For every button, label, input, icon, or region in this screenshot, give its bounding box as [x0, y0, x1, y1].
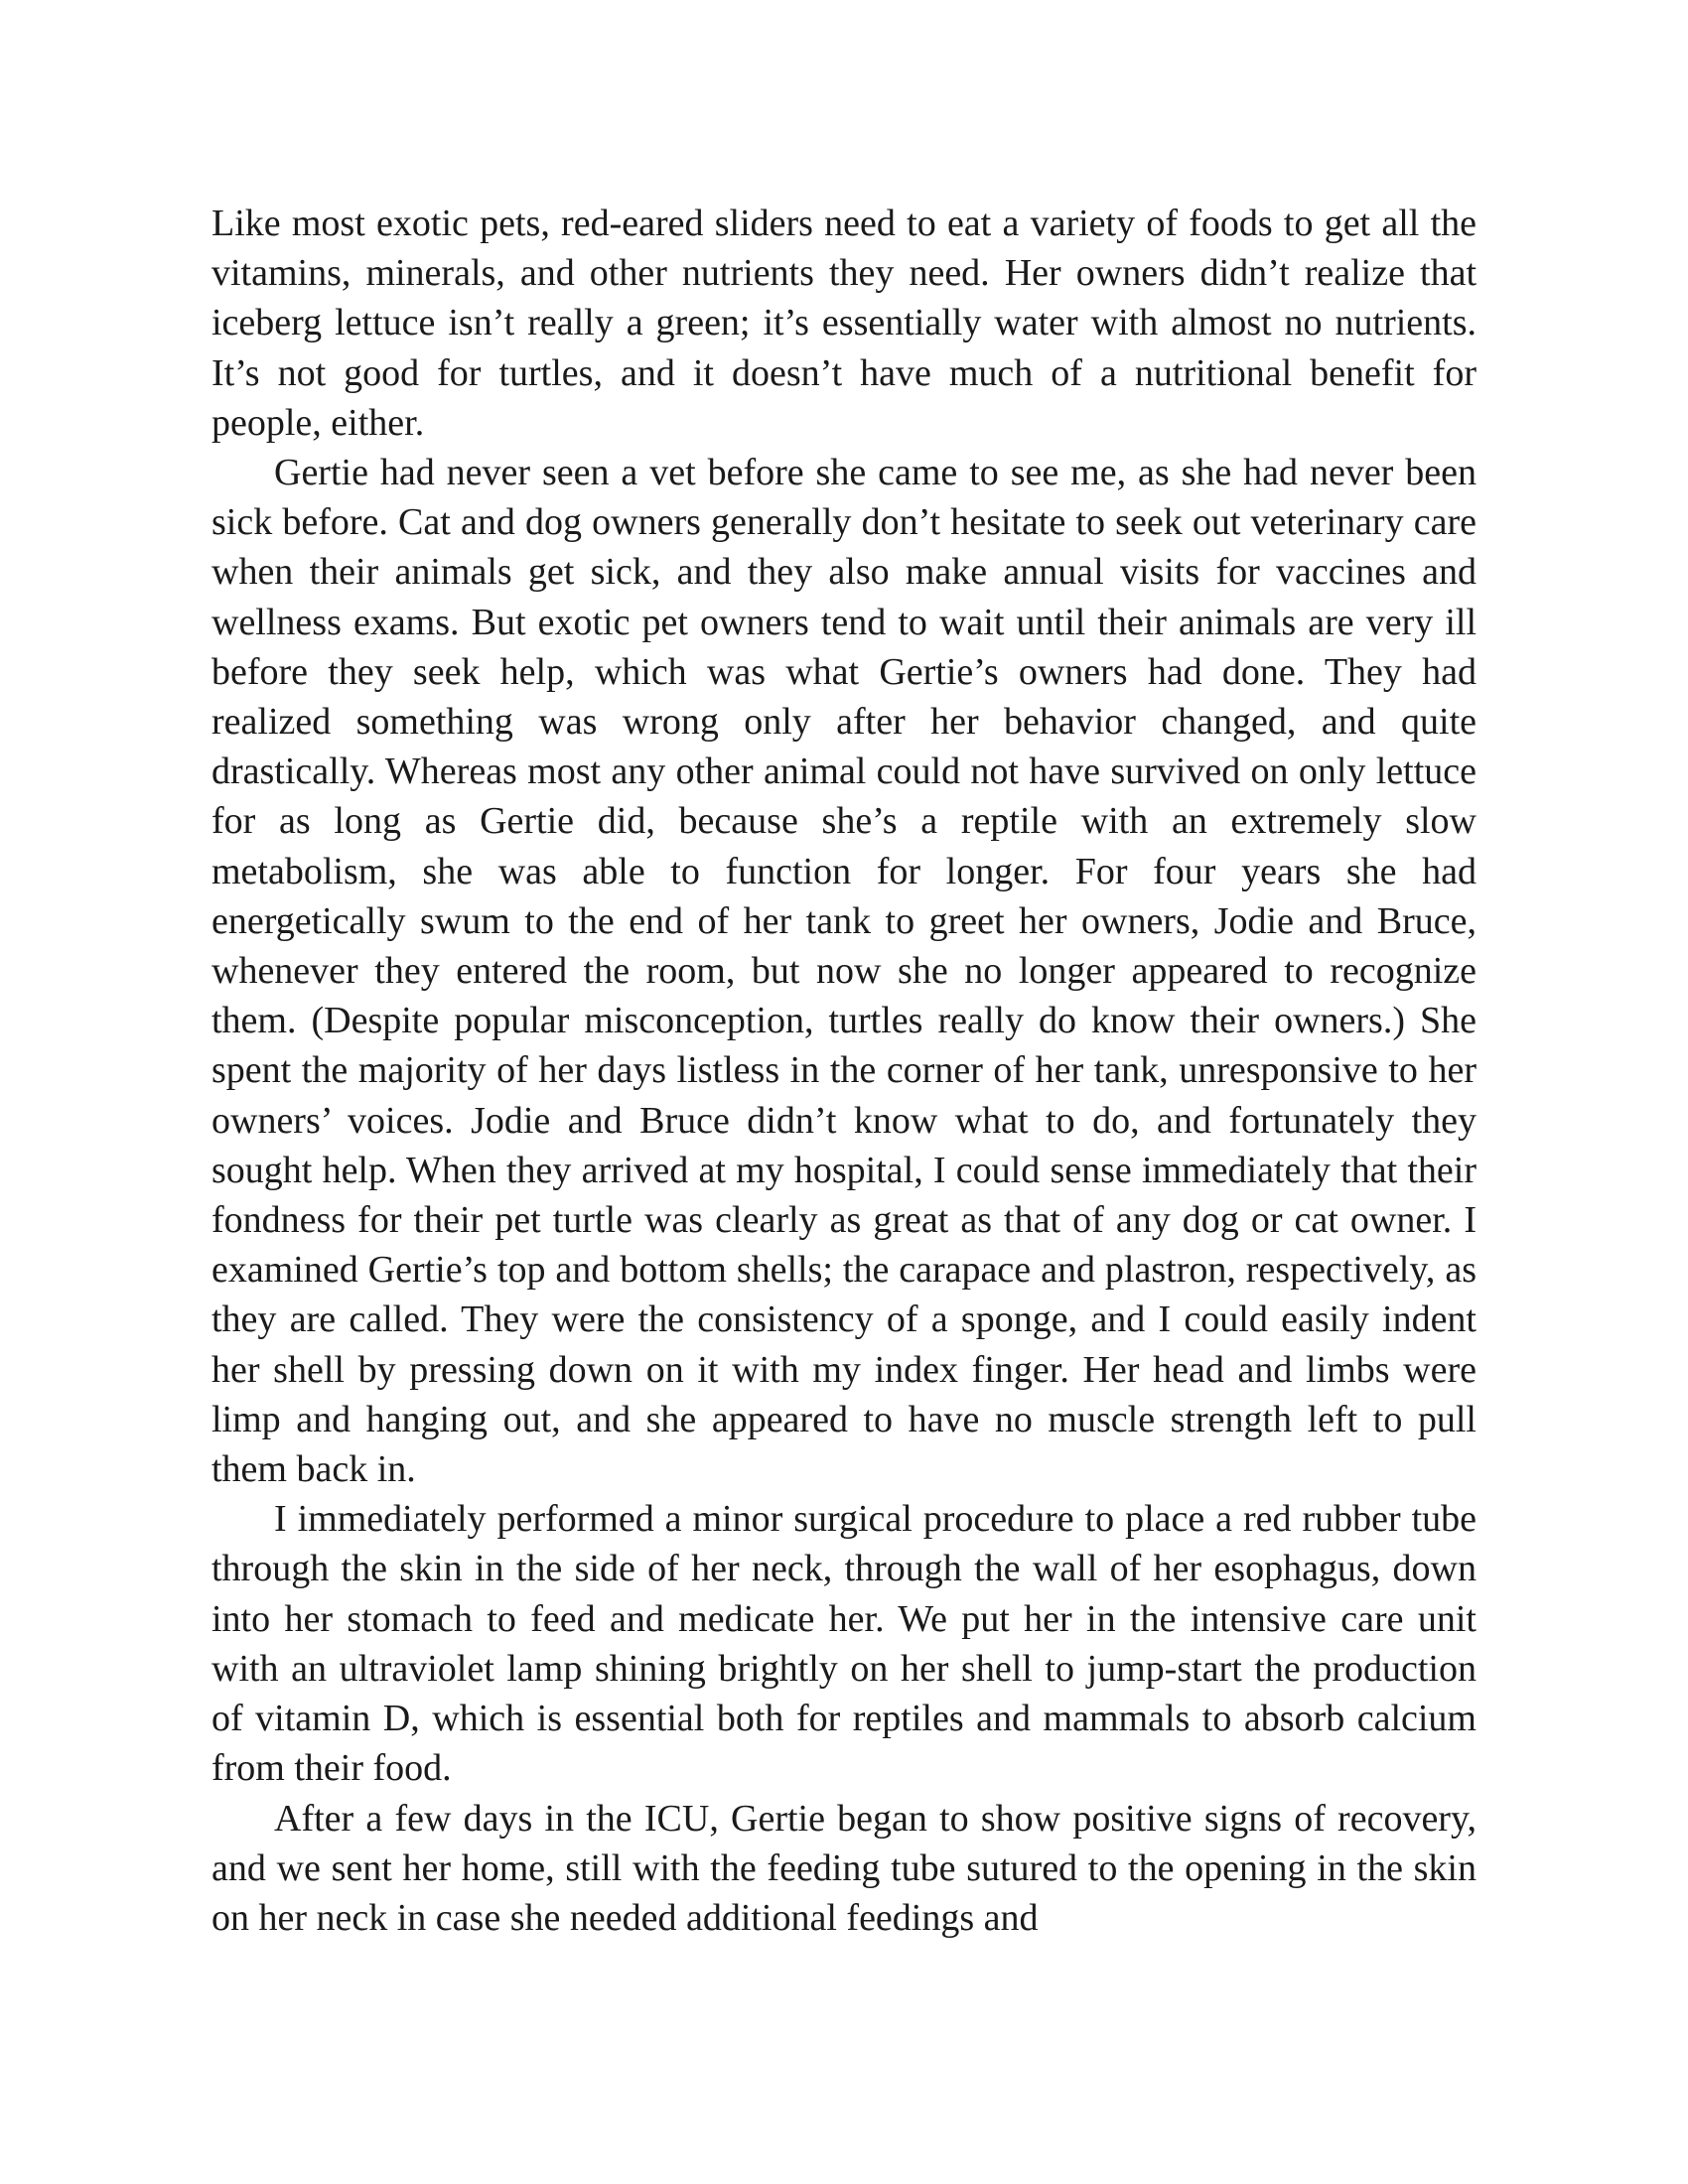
paragraph-3: I immediately performed a minor surgical procedure to place a red rubber tube through the skin in the side of her neck, through the wall of her esophagus, down into her stomach to feed and medicate her. We put her in the intensive care unit with an ultraviolet lamp shining brightly on her shell to jump-start the production of vitamin D, which is essential both for reptiles and mammals to absorb calcium from their food. — [211, 1498, 1477, 1790]
paragraph-2: Gertie had never seen a vet before she came to see me, as she had never been sick before. Cat and dog owners generally don’t hesitate to seek out veterinary care when their animals get sick, and they also make annual visits for vaccines and wellness exams. But exotic pet owners tend to wait until their animals are very ill before they seek help, which was what Gertie’s owners had done. They had realized something was wrong only after her behavior changed, and quite drastically. Whereas most any other animal could not have survived on only lettuce for as long as Gertie did, because she’s a reptile with an extremely slow metabolism, she was able to function for longer. For four years she had energetically swum to the end of her tank to greet her owners, Jodie and Bruce, whenever they entered the room, but now she no longer appeared to recognize them. (Despite popular misconception, turtles really do know their owners.) She spent the majority of her days listless in the corner of her tank, unresponsive to her owners’ voices. Jodie and Bruce didn’t know what to do, and fortunately they sought help. When they arrived at my hospital, I could sense immediately that their fondness for their pet turtle was clearly as great as that of any dog or cat owner. I examined Gertie’s top and bottom shells; the carapace and plastron, respectively, as they are called. They were the consistency of a sponge, and I could easily indent her shell by pressing down on it with my index finger. Her head and limbs were limp and hanging out, and she appeared to have no muscle strength left to pull them back in. — [211, 452, 1477, 1491]
paragraph-4: After a few days in the ICU, Gertie began to show positive signs of recovery, and we sent her home, still with the feeding tube sutured to the opening in the skin on her neck in case she needed additional feedings and — [211, 1797, 1477, 1939]
body-text — [211, 199, 1477, 1943]
paragraph-1: Like most exotic pets, red-eared sliders need to eat a variety of foods to get all the vitamins, minerals, and other nutrients they need. Her owners didn’t realize that iceberg lettuce isn’t really a green; it’s essentially water with almost no nutrients. It’s not good for turtles, and it doesn’t have much of a nutritional benefit for people, either. — [211, 203, 1477, 444]
